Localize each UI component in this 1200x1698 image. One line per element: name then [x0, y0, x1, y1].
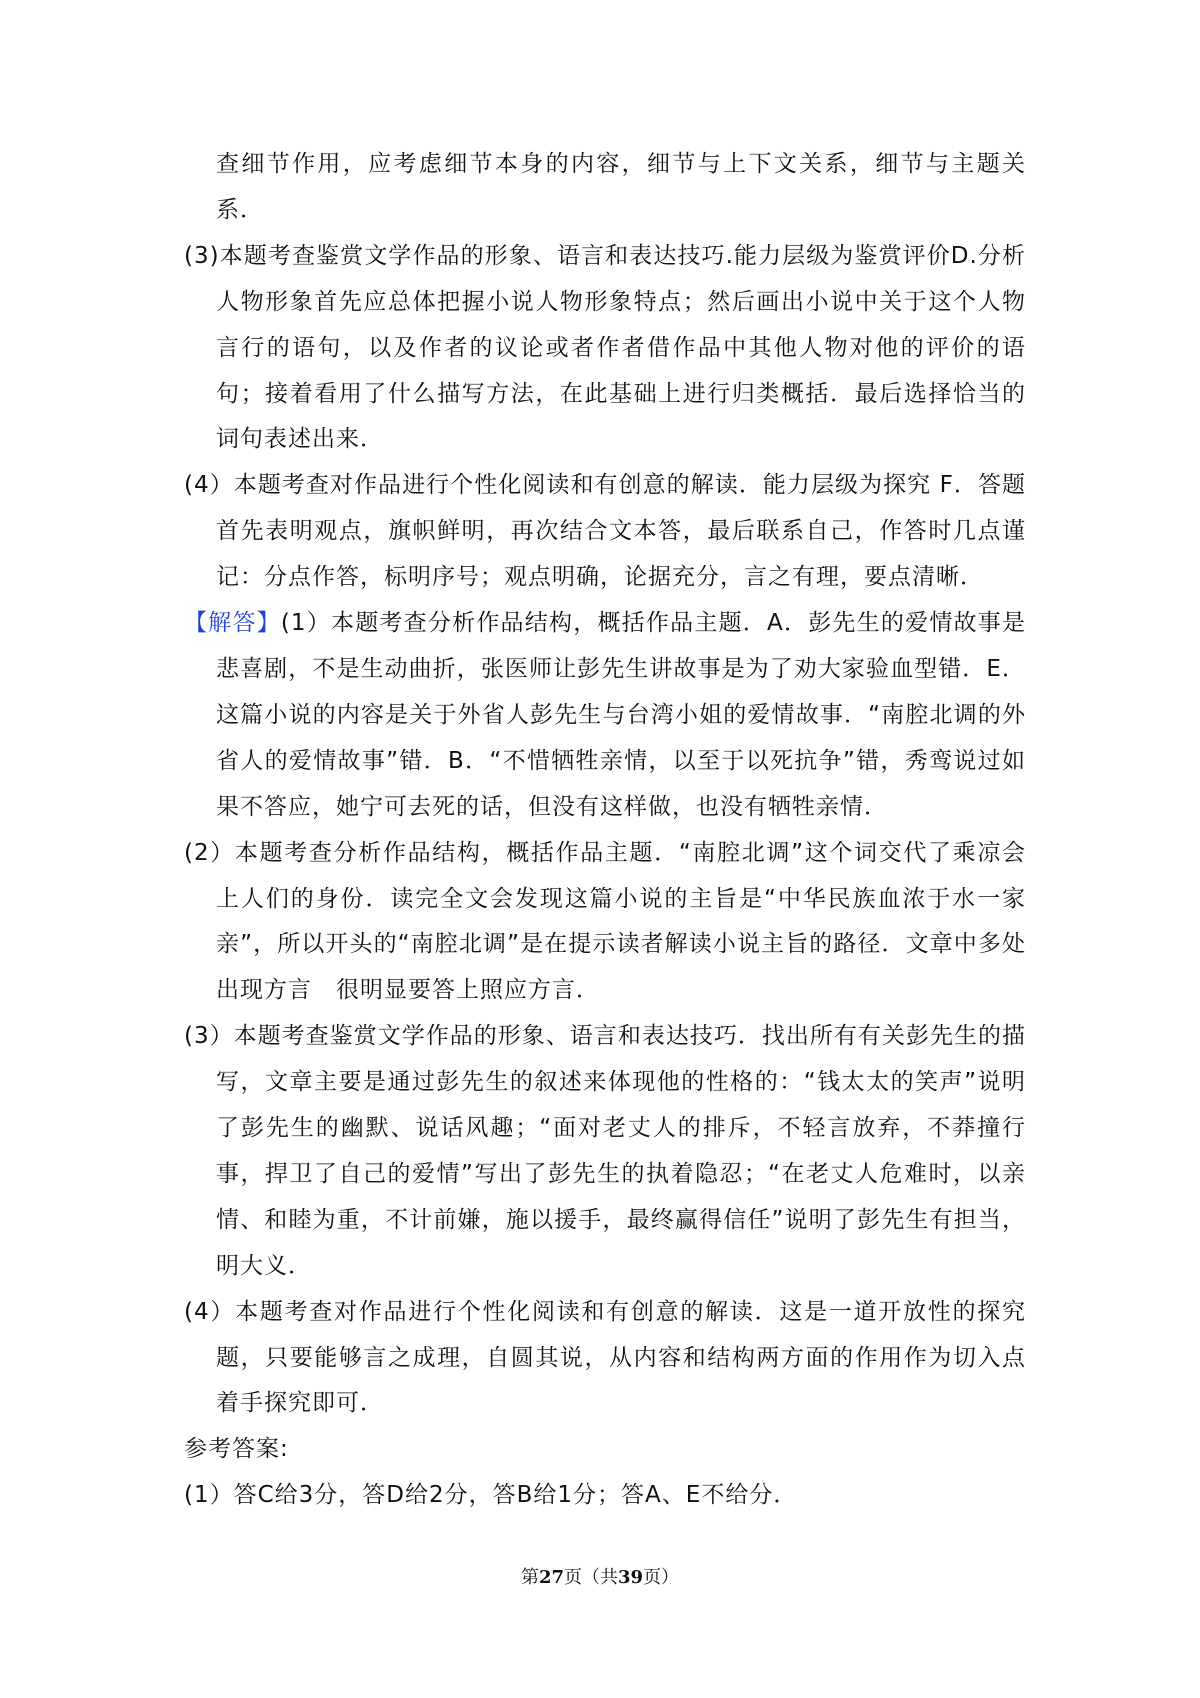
total-pages: 39: [618, 1567, 644, 1588]
footer-mid: 页（共: [564, 1567, 618, 1588]
answer-body: [184, 142, 1026, 1519]
footer-pre: 第: [520, 1567, 539, 1588]
reference-answer-1: (1）答C给3分，答D给2分，答B给1分；答A、E不给分．: [184, 1482, 798, 1509]
footer-post: 页）: [643, 1567, 680, 1588]
paragraph-answer-4: (4）本题考查对作品进行个性化阅读和有创意的解读．这是一道开放性的探究题，只要能够言之成理，自圆其说，从内容和结构两方面的作用作为切入点着手探究即可．: [184, 1298, 1026, 1417]
answer-tag: 【解答】: [184, 610, 281, 637]
page-footer: [0, 1563, 1200, 1589]
paragraph-answer-1: [184, 601, 1026, 831]
paragraph-answer-3: (3）本题考查鉴赏文学作品的形象、语言和表达技巧．找出所有有关彭先生的描写，文章主要是通过彭先生的叙述来体现他的性格的：“钱太太的笑声”说明了彭先生的幽默、说话风趣；“面对老丈人的排斥，不轻言放弃，不莽撞行事，捍卫了自己的爱情”写出了彭先生的执着隐忍；“在老丈人危难时，以亲情、和睦为重，不计前嫌，施以援手，最终赢得信任”说明了彭先生有担当，明大义．: [184, 1023, 1026, 1279]
paragraph-answer-2: (2）本题考查分析作品结构，概括作品主题．“南腔北调”这个词交代了乘凉会上人们的身份．读完全文会发现这篇小说的主旨是“中华民族血浓于水一家亲”，所以开头的“南腔北调”是在提示读者解读小说主旨的路径．文章中多处出现方言 很明显要答上照应方言．: [184, 839, 1026, 1004]
paragraph-analysis-4: (4）本题考查对作品进行个性化阅读和有创意的解读．能力层级为探究 F．答题首先表明观点，旗帜鲜明，再次结合文本答，最后联系自己，作答时几点谨记：分点作答，标明序号；观点明确，论据充分，言之有理，要点清晰．: [184, 472, 1026, 591]
paragraph-continued: 查细节作用，应考虑细节本身的内容，细节与上下文关系，细节与主题关系．: [216, 151, 1026, 223]
answer-1-text: (1）本题考查分析作品结构，概括作品主题．A．彭先生的爱情故事是悲喜剧，不是生动曲折，张医师让彭先生讲故事是为了劝大家验血型错．E．这篇小说的内容是关于外省人彭先生与台湾小姐的爱情故事．“南腔北调的外省人的爱情故事”错．B．“不惜牺牲亲情，以至于以死抗争”错，秀鸾说过如果不答应，她宁可去死的话，但没有这样做，也没有牺牲亲情．: [216, 610, 1027, 820]
reference-answer-heading: 参考答案:: [184, 1436, 289, 1463]
page-number: 27: [538, 1567, 564, 1588]
paragraph-analysis-3: (3)本题考查鉴赏文学作品的形象、语言和表达技巧.能力层级为鉴赏评价D.分析人物形象首先应总体把握小说人物形象特点；然后画出小说中关于这个人物言行的语句，以及作者的议论或者作者借作品中其他人物对他的评价的语句；接着看用了什么描写方法，在此基础上进行归类概括．最后选择恰当的词句表述出来．: [184, 242, 1026, 453]
